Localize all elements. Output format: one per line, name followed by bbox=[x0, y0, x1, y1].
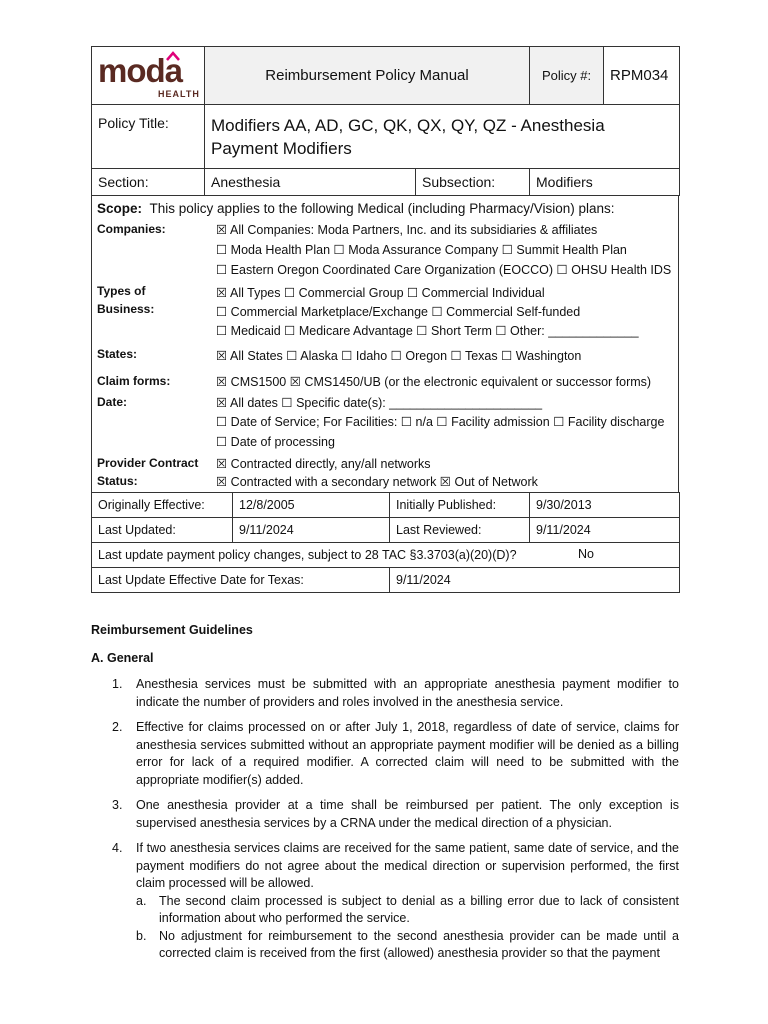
item-text: Anesthesia services must be submitted with an appropriate anesthesia payment modifier to indicate the number of providers and roles involved in the anesthesia service. bbox=[136, 677, 679, 709]
tac-row bbox=[92, 543, 680, 568]
date-option-1: ☒ All dates ☐ Specific date(s): ______________________ bbox=[216, 396, 543, 410]
policy-dates-table bbox=[91, 492, 680, 593]
item-number: 1. bbox=[112, 677, 123, 691]
types-label-line1: Types of bbox=[97, 284, 146, 298]
section-a-heading: A. General bbox=[91, 651, 154, 665]
section-value: Anesthesia bbox=[205, 169, 416, 196]
tx-effective-label: Last Update Effective Date for Texas: bbox=[92, 568, 390, 593]
states-label: States: bbox=[97, 347, 138, 361]
guideline-subitem-b bbox=[136, 928, 679, 963]
claim-forms-options: ☒ CMS1500 ☒ CMS1450/UB (or the electronic equivalent or successor forms) bbox=[216, 375, 652, 389]
subitem-letter: a. bbox=[136, 893, 147, 908]
item-text: If two anesthesia services claims are received for the same patient, same date of service, and the payment modifiers do not agree about the medical direction or supervision performed, the first claim processed will be allowed. bbox=[136, 841, 679, 890]
manual-title: Reimbursement Policy Manual bbox=[205, 47, 530, 105]
types-option-3: ☐ Medicaid ☐ Medicare Advantage ☐ Short Term ☐ Other: _____________ bbox=[216, 324, 639, 338]
last-updated-value: 9/11/2024 bbox=[233, 518, 390, 543]
guideline-item-4 bbox=[91, 840, 679, 963]
companies-label: Companies: bbox=[97, 222, 166, 236]
policy-title-label: Policy Title: bbox=[92, 105, 205, 169]
provider-label-line1: Provider Contract bbox=[97, 456, 199, 470]
item-number: 4. bbox=[112, 841, 123, 855]
guideline-subitem-a bbox=[136, 893, 679, 928]
tac-question: Last update payment policy changes, subject to 28 TAC §3.3703(a)(20)(D)? bbox=[98, 548, 517, 562]
tx-effective-value: 9/11/2024 bbox=[390, 568, 680, 593]
guidelines-body bbox=[91, 622, 679, 963]
date-option-2: ☐ Date of Service; For Facilities: ☐ n/a ☐ Facility admission ☐ Facility discharge bbox=[216, 415, 665, 429]
guideline-item-1 bbox=[91, 676, 679, 711]
item-text: One anesthesia provider at a time shall be reimbursed per patient. The only exception is supervised anesthesia services by a CRNA under the medical direction of a physician. bbox=[136, 798, 679, 830]
item-number: 2. bbox=[112, 720, 123, 734]
item-number: 3. bbox=[112, 798, 123, 812]
scope-block bbox=[91, 195, 679, 493]
companies-option-2: ☐ Moda Health Plan ☐ Moda Assurance Company ☐ Summit Health Plan bbox=[216, 243, 627, 257]
states-options: ☒ All States ☐ Alaska ☐ Idaho ☐ Oregon ☐ Texas ☐ Washington bbox=[216, 349, 582, 363]
subitem-text: No adjustment for reimbursement to the second anesthesia provider can be made until a corrected claim is received from the first (allowed) anesthesia provider so that the payment bbox=[159, 928, 679, 960]
init-published-label: Initially Published: bbox=[390, 493, 530, 518]
scope-line bbox=[97, 201, 615, 217]
orig-effective-value: 12/8/2005 bbox=[233, 493, 390, 518]
scope-label: Scope: bbox=[97, 201, 143, 216]
claim-forms-label: Claim forms: bbox=[97, 374, 171, 388]
policy-title bbox=[205, 105, 680, 169]
last-reviewed-value: 9/11/2024 bbox=[530, 518, 680, 543]
date-label: Date: bbox=[97, 395, 128, 409]
policy-number: RPM034 bbox=[604, 47, 680, 105]
types-label-line2: Business: bbox=[97, 302, 155, 316]
last-updated-label: Last Updated: bbox=[92, 518, 233, 543]
scope-intro: This policy applies to the following Medical (including Pharmacy/Vision) plans: bbox=[149, 201, 615, 216]
section-label: Section: bbox=[92, 169, 205, 196]
policy-header-table bbox=[91, 46, 680, 196]
guideline-item-2 bbox=[91, 719, 679, 789]
provider-option-1: ☒ Contracted directly, any/all networks bbox=[216, 457, 431, 471]
provider-option-2: ☒ Contracted with a secondary network ☒ Out of Network bbox=[216, 475, 538, 489]
guideline-item-3 bbox=[91, 797, 679, 832]
subsection-value: Modifiers bbox=[530, 169, 680, 196]
types-option-1: ☒ All Types ☐ Commercial Group ☐ Commercial Individual bbox=[216, 286, 545, 300]
logo-wordmark: moda bbox=[98, 52, 183, 89]
item-text: Effective for claims processed on or after July 1, 2018, regardless of date of service, claims for anesthesia services submitted without an appropriate payment modifier will be denied as a billing error for lack of a required modifier. A corrected claim will need to be submitted with the appropriate modifier(s) added. bbox=[136, 720, 679, 787]
types-option-2: ☐ Commercial Marketplace/Exchange ☐ Commercial Self-funded bbox=[216, 305, 581, 319]
policy-number-label: Policy #: bbox=[530, 47, 604, 105]
policy-title-line2: Payment Modifiers bbox=[211, 138, 352, 158]
date-option-3: ☐ Date of processing bbox=[216, 435, 335, 449]
orig-effective-label: Originally Effective: bbox=[92, 493, 233, 518]
companies-option-3: ☐ Eastern Oregon Coordinated Care Organization (EOCCO) ☐ OHSU Health IDS bbox=[216, 263, 672, 277]
subitem-letter: b. bbox=[136, 928, 147, 943]
moda-logo bbox=[92, 47, 205, 105]
logo-subtext: HEALTH bbox=[158, 89, 200, 99]
logo-chevron-icon bbox=[166, 51, 180, 61]
init-published-value: 9/30/2013 bbox=[530, 493, 680, 518]
companies-option-1: ☒ All Companies: Moda Partners, Inc. and its subsidiaries & affiliates bbox=[216, 223, 598, 237]
guidelines-heading: Reimbursement Guidelines bbox=[91, 623, 253, 637]
provider-label-line2: Status: bbox=[97, 474, 138, 488]
subitem-text: The second claim processed is subject to denial as a billing error due to lack of consistent information about who performed the service. bbox=[159, 893, 679, 925]
subsection-label: Subsection: bbox=[416, 169, 530, 196]
tac-answer: No bbox=[578, 547, 594, 561]
last-reviewed-label: Last Reviewed: bbox=[390, 518, 530, 543]
policy-title-line1: Modifiers AA, AD, GC, QK, QX, QY, QZ - Anesthesia bbox=[211, 115, 605, 135]
